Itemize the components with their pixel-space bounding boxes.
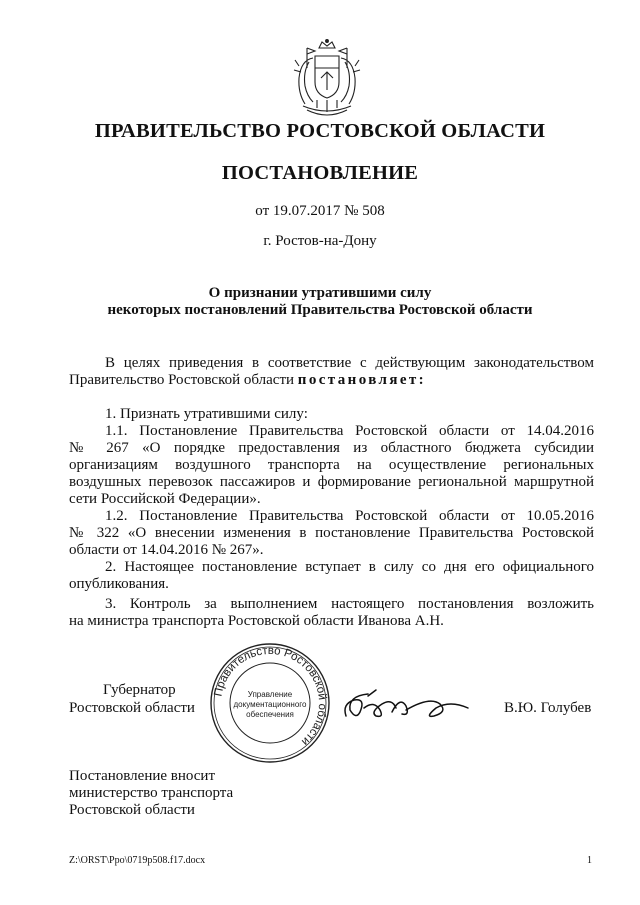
submitted-by-line-2: министерство транспорта bbox=[69, 785, 234, 801]
item-1-1-line-1: 1.1. Постановление Правительства Ростовской области от 14.04.2016 bbox=[105, 423, 594, 439]
decree-verb: постановляет: bbox=[297, 372, 427, 388]
submitted-by-line-1: Постановление вносит bbox=[69, 768, 216, 784]
item-1-1-line-5: сети Российской Федерации». bbox=[69, 491, 261, 507]
page-number: 1 bbox=[587, 855, 592, 866]
signer-name: В.Ю. Голубев bbox=[504, 700, 592, 716]
item-1-2-line-3: области от 14.04.2016 № 267». bbox=[69, 542, 264, 558]
date-number: от 19.07.2017 № 508 bbox=[255, 203, 385, 219]
item-1-1-line-2: № 267 «О порядке предоставления из областного бюджета субсидии bbox=[69, 440, 594, 456]
item-1: 1. Признать утратившими силу: bbox=[105, 406, 308, 422]
intro-prefix: Правительство Ростовской области bbox=[69, 372, 298, 388]
stamp-ring-text-path: Правительство Ростовской области bbox=[212, 644, 329, 748]
submitted-by-line-3: Ростовской области bbox=[69, 802, 195, 818]
org-title: ПРАВИТЕЛЬСТВО РОСТОВСКОЙ ОБЛАСТИ bbox=[94, 120, 546, 142]
item-1-1-line-3: организациям воздушного транспорта на осуществление региональных bbox=[69, 457, 594, 473]
city: г. Ростов-на-Дону bbox=[263, 233, 377, 249]
stamp-inner-line-3: обеспечения bbox=[246, 710, 294, 719]
subject-line-2: некоторых постановлений Правительства Ростовской области bbox=[107, 302, 533, 318]
item-3-line-1: 3. Контроль за выполнением настоящего постановления возложить bbox=[105, 596, 594, 612]
subject-line-1: О признании утратившими силу bbox=[208, 285, 432, 301]
doc-type-title: ПОСТАНОВЛЕНИЕ bbox=[221, 162, 419, 184]
intro-line-2 bbox=[69, 372, 594, 389]
item-2-line-2: опубликования. bbox=[69, 576, 169, 592]
item-1-1-line-4: воздушных перевозок пассажиров и формирование региональной маршрутной bbox=[69, 474, 594, 490]
coat-of-arms-icon bbox=[293, 38, 361, 120]
signer-position-line-1: Губернатор bbox=[103, 682, 176, 698]
intro-line-1: В целях приведения в соответствие с действующим законодательством bbox=[105, 355, 594, 371]
official-stamp bbox=[209, 642, 331, 764]
item-3-line-2: на министра транспорта Ростовской области Иванова А.Н. bbox=[69, 613, 444, 629]
item-1-2-line-1: 1.2. Постановление Правительства Ростовской области от 10.05.2016 bbox=[105, 508, 594, 524]
file-path: Z:\ORST\Ppo\0719p508.f17.docx bbox=[69, 855, 206, 866]
item-1-2-line-2: № 322 «О внесении изменения в постановление Правительства Ростовской bbox=[69, 525, 594, 541]
handwritten-signature bbox=[340, 686, 470, 726]
stamp-inner-line-1: Управление bbox=[247, 690, 293, 699]
item-2-line-1: 2. Настоящее постановление вступает в силу со дня его официального bbox=[105, 559, 594, 575]
stamp-inner-line-2: документационного bbox=[233, 700, 307, 709]
signer-position-line-2: Ростовской области bbox=[69, 700, 195, 716]
